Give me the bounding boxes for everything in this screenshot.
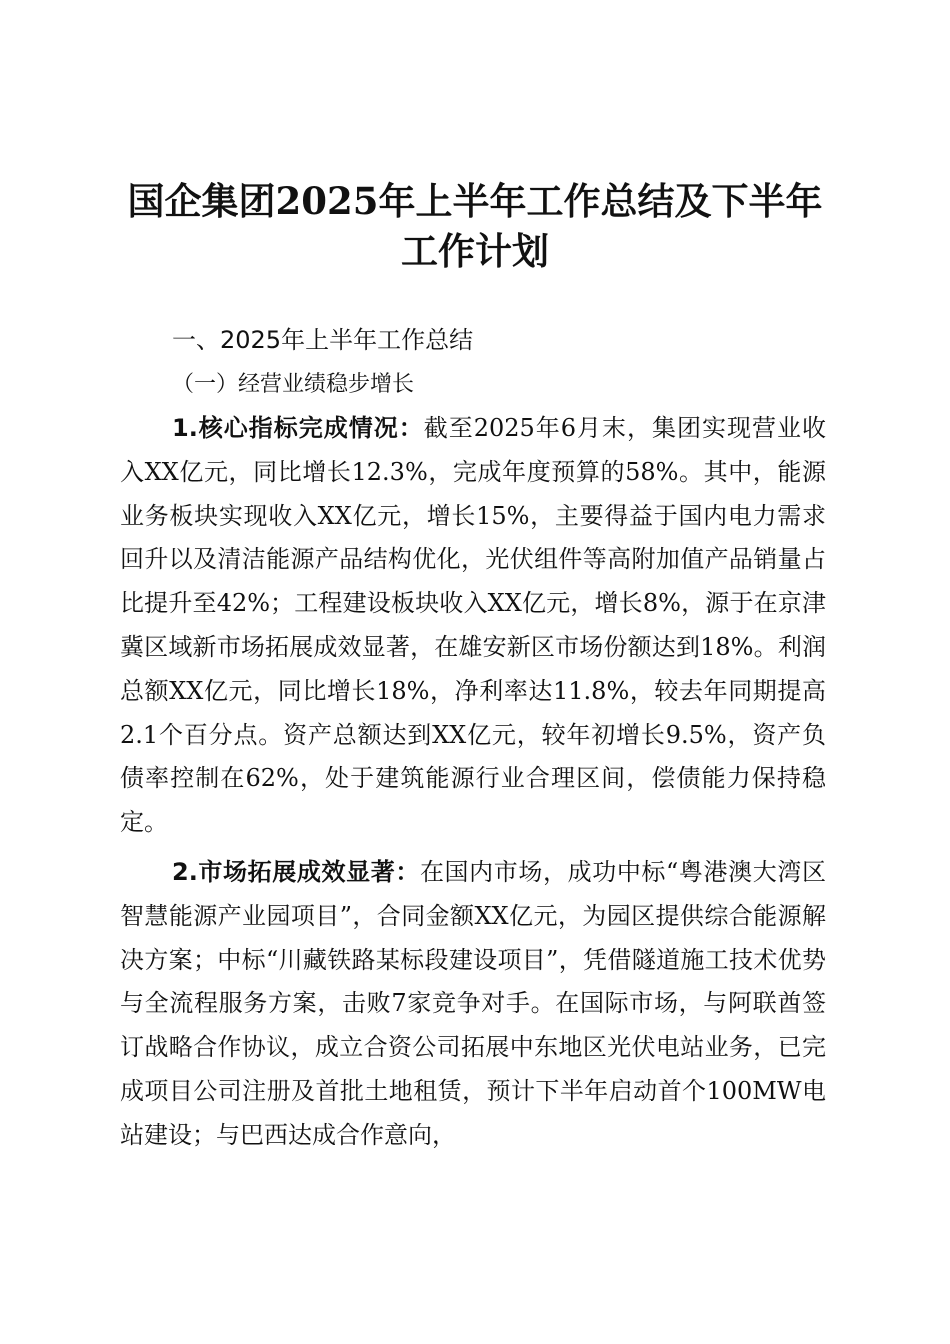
paragraph-body: 截至2025年6月末，集团实现营业收入XX亿元，同比增长12.3%，完成年度预算的58%。其中，能源业务板块实现收入XX亿元，增长15%，主要得益于国内电力需求回升以及清洁能源产品结构优化，光伏组件等高附加值产品销量占比提升至42%；工程建设板块收入XX亿元，增长8%，源于在京津冀区域新市场拓展成效显著，在雄安新区市场份额达到18%。利润总额XX亿元，同比增长18%，净利率达11.8%，较去年同期提高2.1个百分点。资产总额达到XX亿元，较年初增长9.5%，资产负债率控制在62%，处于建筑能源行业合理区间，偿债能力保持稳定。 <box>120 414 826 837</box>
paragraph-body: 在国内市场，成功中标“粤港澳大湾区智慧能源产业园项目”，合同金额XX亿元，为园区提供综合能源解决方案；中标“川藏铁路某标段建设项目”，凭借隧道施工技术优势与全流程服务方案，击败7家竞争对手。在国际市场，与阿联酋签订战略合作协议，成立合资公司拓展中东地区光伏电站业务，已完成项目公司注册及首批土地租赁，预计下半年启动首个100MW电站建设；与巴西达成合作意向， <box>120 858 826 1149</box>
paragraph-lead: 2.市场拓展成效显著： <box>172 858 420 886</box>
document-title: 国企集团2025年上半年工作总结及下半年工作计划 <box>127 179 823 273</box>
paragraph-market-expansion <box>120 851 826 1158</box>
subsection-heading: （一）经营业绩稳步增长 <box>172 372 415 397</box>
section-heading: 一、2025年上半年工作总结 <box>172 326 474 354</box>
paragraph-lead: 1.核心指标完成情况： <box>172 414 424 442</box>
paragraph-core-indicators <box>120 407 826 845</box>
